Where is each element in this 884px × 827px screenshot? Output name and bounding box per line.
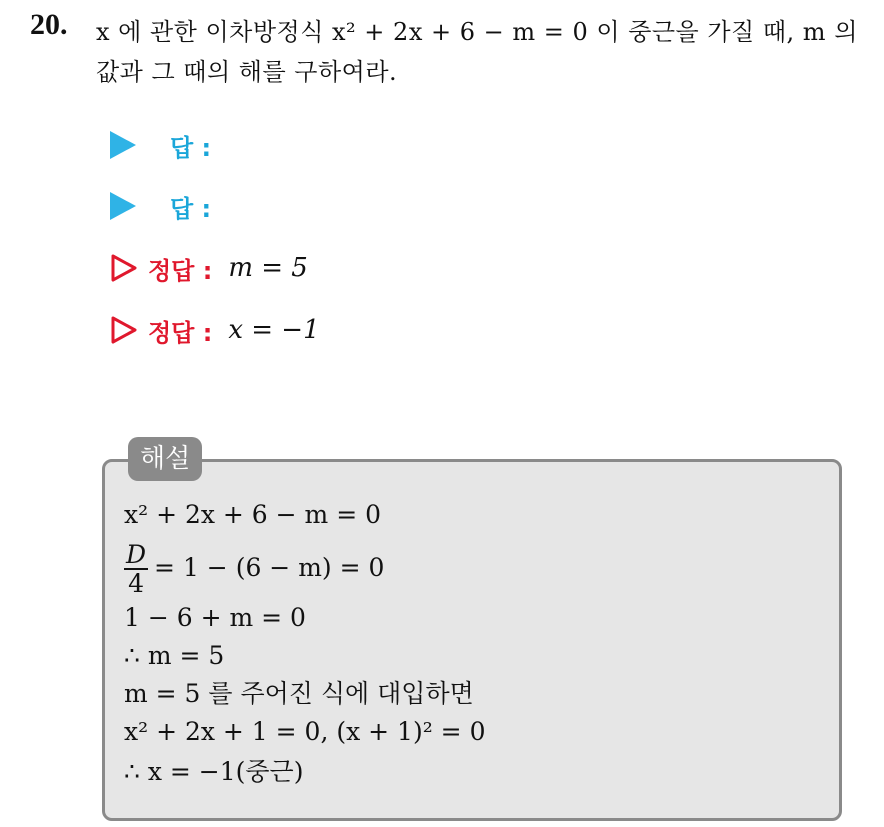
solution-line-2 [124,540,384,596]
solution-line-6: x² + 2x + 1 = 0, (x + 1)² = 0 [124,717,486,746]
play-arrow-icon [110,192,136,220]
solution-line-3: 1 − 6 + m = 0 [124,603,306,632]
question-text [96,12,866,92]
answer-label: 답 : [170,133,212,162]
answer-blank-row-1 [110,125,211,165]
fraction [124,539,148,598]
fraction-denominator: 4 [128,568,144,598]
outline-arrow-icon [110,253,138,283]
outline-arrow-icon [110,315,138,345]
correct-answer-label: 정답 : [148,318,213,347]
question-line-2: 값과 그 때의 해를 구하여라. [96,58,398,86]
solution-line-7: ∴ x = −1(중근) [124,757,304,786]
solution-line-5: m = 5 를 주어진 식에 대입하면 [124,679,474,708]
answer-blank-row-2 [110,186,211,226]
play-arrow-icon [110,131,136,159]
correct-answer-row-2 [110,310,320,350]
correct-answer-label: 정답 : [148,256,213,285]
question-number: 20. [30,8,68,41]
correct-answer-value: m = 5 [228,253,308,283]
correct-answer-row-1 [110,248,308,288]
question-line-1: x 에 관한 이차방정식 x² + 2x + 6 − m = 0 이 중근을 가질 때, m 의 [96,18,858,46]
solution-tab: 해설 [128,437,202,481]
fraction-numerator: D [126,539,147,569]
solution-line-1: x² + 2x + 6 − m = 0 [124,500,382,529]
answer-label: 답 : [170,194,212,223]
solution-line-4: ∴ m = 5 [124,641,225,670]
correct-answer-value: x = −1 [228,315,320,345]
solution-line-2-rest: = 1 − (6 − m) = 0 [154,553,385,582]
